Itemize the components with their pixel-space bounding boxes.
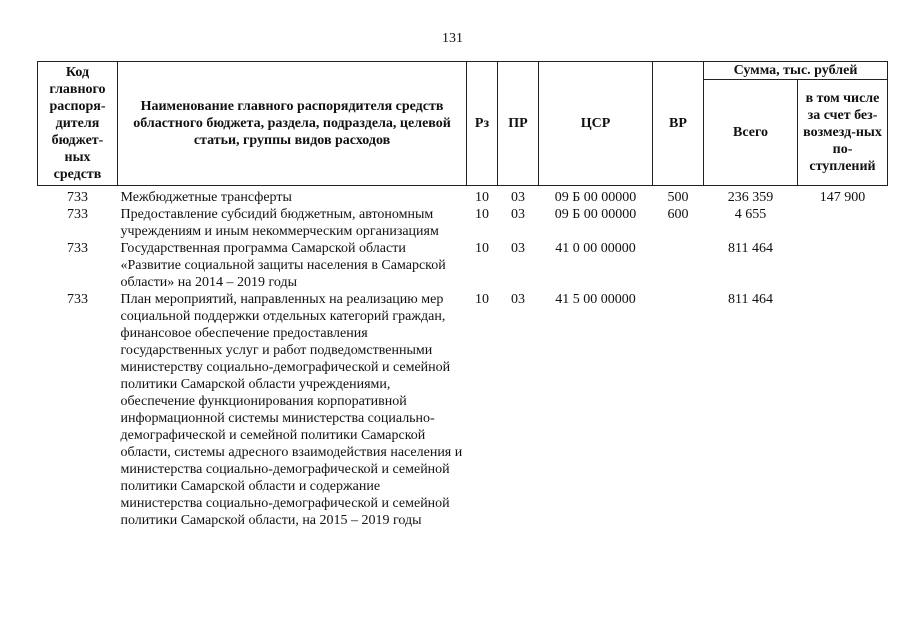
cell-code: 733 [67, 207, 88, 222]
cell-pr: 03 [511, 190, 525, 205]
cell-free: 147 900 [819, 190, 866, 205]
header-pr: ПР [498, 62, 539, 186]
cell-free [798, 291, 888, 529]
budget-table [37, 61, 888, 529]
cell-name: Предоставление субсидий бюджетным, автономным учреждениям и иным некоммерческим организациям [120, 207, 439, 239]
header-csr: ЦСР [539, 62, 653, 186]
cell-vr: 500 [667, 190, 689, 205]
cell-rz: 10 [475, 292, 489, 307]
header-rz: Рз [467, 62, 498, 186]
cell-csr: 41 0 00 00000 [555, 241, 636, 256]
cell-name: План мероприятий, направленных на реализацию мер социальной поддержки отдельных категорий граждан, финансовое обеспечение предоставления государственных услуг и работ подведомственными министерству социально-демографической и семейной политики Самарской области учреждениями, обеспечение функционирования корпоративной информационной системы министерства социально-демографической и семейной политики Самарской области, системы адресного взаимодействия населения и министерства социально-демографической и семейной политики Самарской области и содержание министерства социально-демографической и семейной политики Самарской области, на 2015 – 2019 годы [120, 292, 463, 528]
header-name: Наименование главного распорядителя средств областного бюджета, раздела, подраздела, целевой статьи, группы видов расходов [118, 62, 467, 186]
cell-vr [653, 240, 704, 291]
table-row [38, 189, 888, 206]
cell-csr: 09 Б 00 00000 [554, 190, 637, 205]
cell-free [798, 240, 888, 291]
table-row [38, 206, 888, 240]
header-total: Всего [704, 80, 798, 186]
cell-rz: 10 [475, 207, 489, 222]
cell-total: 236 359 [727, 190, 774, 205]
cell-vr [653, 291, 704, 529]
cell-total: 811 464 [728, 241, 773, 256]
cell-rz: 10 [475, 241, 489, 256]
cell-name: Межбюджетные трансферты [120, 190, 292, 205]
cell-pr: 03 [511, 241, 525, 256]
page-number: 131 [442, 31, 463, 46]
cell-code: 733 [67, 292, 88, 307]
cell-total: 4 655 [734, 207, 767, 222]
cell-rz: 10 [475, 190, 489, 205]
cell-csr: 41 5 00 00000 [555, 292, 636, 307]
cell-vr: 600 [667, 207, 689, 222]
cell-code: 733 [67, 190, 88, 205]
header-code: Код главного распоря-дителя бюджет-ных средств [38, 62, 118, 186]
cell-pr: 03 [511, 207, 525, 222]
header-sum: Сумма, тыс. рублей [704, 62, 888, 80]
cell-code: 733 [67, 241, 88, 256]
header-free: в том числе за счет без-возмезд-ных по-ступлений [798, 80, 888, 186]
cell-csr: 09 Б 00 00000 [554, 207, 637, 222]
header-vr: ВР [653, 62, 704, 186]
cell-free [798, 206, 888, 240]
table-row [38, 240, 888, 291]
cell-total: 811 464 [728, 292, 773, 307]
cell-name: Государственная программа Самарской области «Развитие социальной защиты населения в Самарской области» на 2014 – 2019 годы [120, 241, 446, 290]
cell-pr: 03 [511, 292, 525, 307]
table-row [38, 291, 888, 529]
